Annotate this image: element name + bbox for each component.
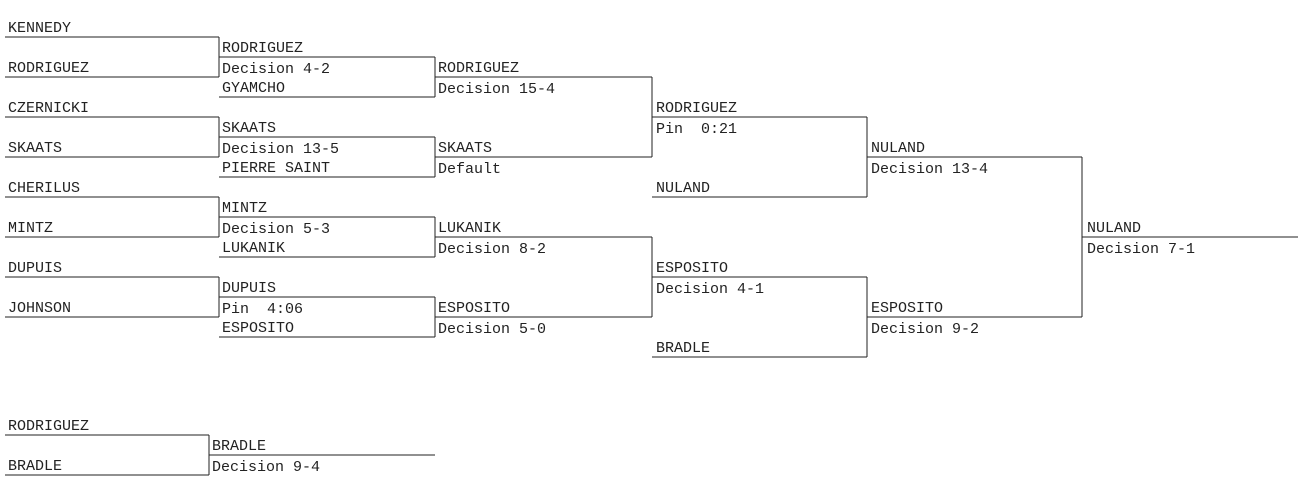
r1-result-3: Decision 5-3 bbox=[222, 221, 331, 238]
r1-entrant-cherilus: CHERILUS bbox=[8, 180, 81, 197]
r1-result-1: Decision 4-2 bbox=[222, 61, 331, 78]
r2-result-2: Default bbox=[438, 161, 502, 178]
r2-winner-4: ESPOSITO bbox=[438, 300, 511, 317]
r4-result-2: Decision 9-2 bbox=[871, 321, 980, 338]
r2-winner-3: LUKANIK bbox=[438, 220, 502, 237]
r3-entrant-nuland: NULAND bbox=[656, 180, 711, 197]
r3-winner-2: ESPOSITO bbox=[656, 260, 729, 277]
r4-result-1: Decision 13-4 bbox=[871, 161, 989, 178]
r3-result-1: Pin 0:21 bbox=[656, 121, 738, 138]
cons-result: Decision 9-4 bbox=[212, 459, 321, 476]
cons-entrant-rodriguez: RODRIGUEZ bbox=[8, 418, 90, 435]
r2-result-3: Decision 8-2 bbox=[438, 241, 547, 258]
r1-entrant-skaats: SKAATS bbox=[8, 140, 63, 157]
r3-entrant-bradle: BRADLE bbox=[656, 340, 711, 357]
r3-result-2: Decision 4-1 bbox=[656, 281, 765, 298]
r1-result-2: Decision 13-5 bbox=[222, 141, 340, 158]
r1-winner-2: SKAATS bbox=[222, 120, 277, 137]
r1-result-4: Pin 4:06 bbox=[222, 301, 304, 318]
r4-winner-1: NULAND bbox=[871, 140, 926, 157]
r1-winner-3: MINTZ bbox=[222, 200, 268, 217]
r1-entrant-czernicki: CZERNICKI bbox=[8, 100, 90, 117]
cons-winner: BRADLE bbox=[212, 438, 267, 455]
r1-entrant-dupuis: DUPUIS bbox=[8, 260, 63, 277]
r1-entrant-johnson: JOHNSON bbox=[8, 300, 72, 317]
r1-winner-4: DUPUIS bbox=[222, 280, 277, 297]
r2-winner-1: RODRIGUEZ bbox=[438, 60, 520, 77]
r4-winner-2: ESPOSITO bbox=[871, 300, 944, 317]
r1-alt-2: PIERRE SAINT bbox=[222, 160, 331, 177]
r1-entrant-mintz: MINTZ bbox=[8, 220, 54, 237]
r1-alt-4: ESPOSITO bbox=[222, 320, 295, 337]
r2-result-1: Decision 15-4 bbox=[438, 81, 556, 98]
cons-entrant-bradle: BRADLE bbox=[8, 458, 63, 475]
r1-alt-3: LUKANIK bbox=[222, 240, 286, 257]
r2-winner-2: SKAATS bbox=[438, 140, 493, 157]
r1-alt-1: GYAMCHO bbox=[222, 80, 286, 97]
r2-result-4: Decision 5-0 bbox=[438, 321, 547, 338]
r1-winner-1: RODRIGUEZ bbox=[222, 40, 304, 57]
r1-entrant-kennedy: KENNEDY bbox=[8, 20, 72, 37]
champion-name: NULAND bbox=[1087, 220, 1142, 237]
champion-result: Decision 7-1 bbox=[1087, 241, 1196, 258]
r3-winner-1: RODRIGUEZ bbox=[656, 100, 738, 117]
r1-entrant-rodriguez: RODRIGUEZ bbox=[8, 60, 90, 77]
